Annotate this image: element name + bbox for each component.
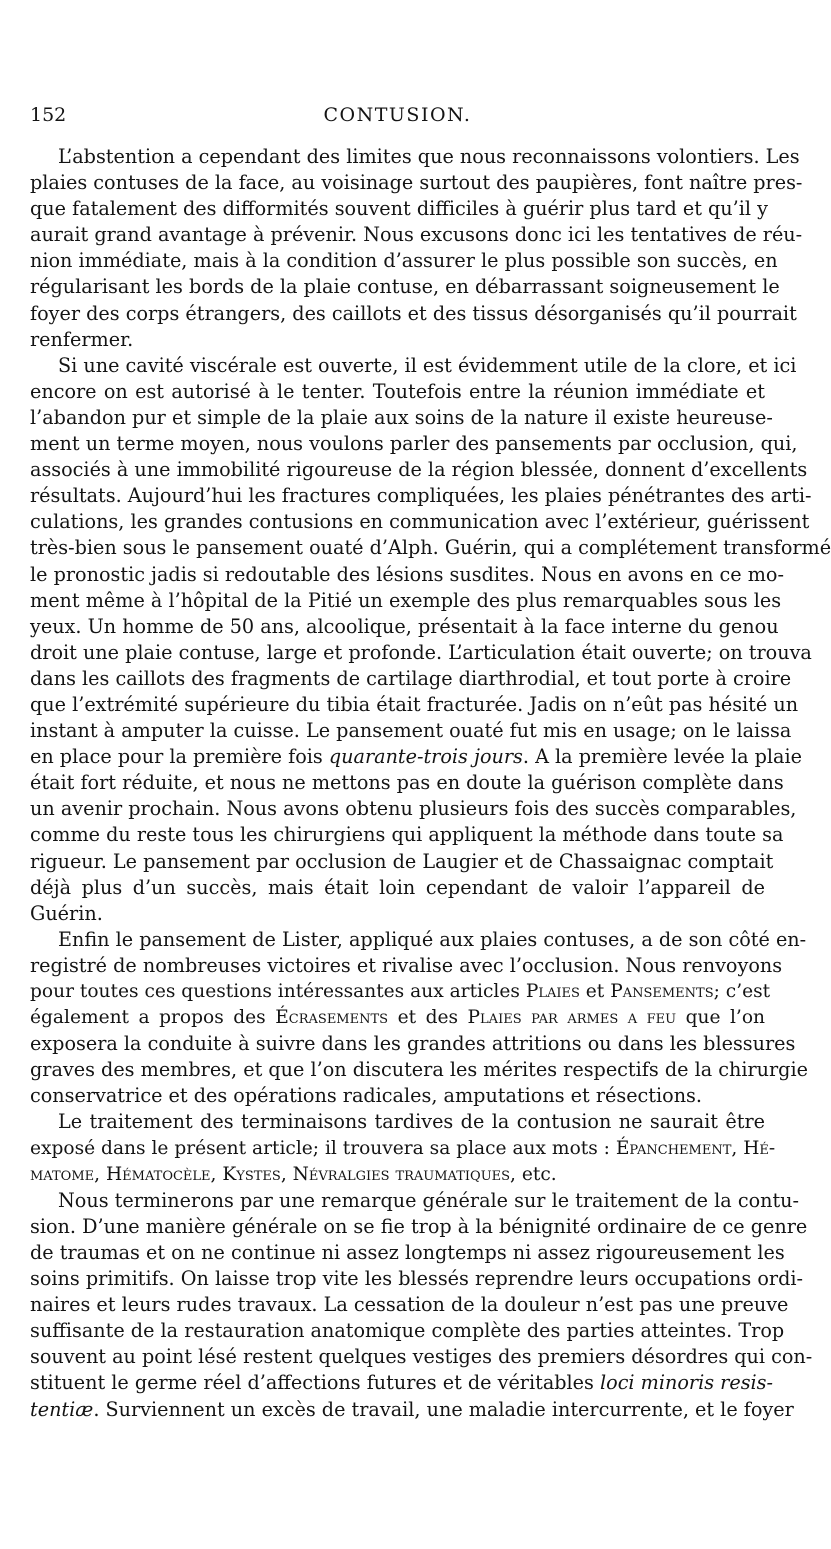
- text-line: Si une cavité viscérale est ouverte, il est évidemment utile de la clore, et ici: [58, 353, 797, 377]
- text-line: dans les caillots des fragments de cartilage diarthrodial, et tout porte à croire: [30, 666, 792, 690]
- text-line: l’abandon pur et simple de la plaie aux soins de la nature il existe heureuse-: [30, 405, 773, 429]
- text-line: comme du reste tous les chirurgiens qui appliquent la méthode dans toute sa: [30, 823, 784, 847]
- text-line: droit une plaie contuse, large et profonde. L’articulation était ouverte; on trouva: [30, 640, 812, 664]
- paragraph-remarque-generale: [30, 1188, 813, 1423]
- text-line: régularisant les bords de la plaie contuse, en débarrassant soigneusement le: [30, 275, 780, 299]
- text-line: de traumas et on ne continue ni assez longtemps ni assez rigoureusement les: [30, 1240, 785, 1264]
- page-number: 152: [30, 104, 67, 126]
- text-line: graves des membres, et que l’on discutera les mérites respectifs de la chirurgie: [30, 1058, 808, 1082]
- paragraph-abstention: [30, 144, 803, 353]
- paragraph-cavite-viscerale: [30, 353, 831, 927]
- text-line: déjà plus d’un succès, mais était loin cependant de valoir l’appareil de: [30, 875, 765, 899]
- text-line: tentiæ. Surviennent un excès de travail, une maladie intercurrente, et le foyer: [30, 1397, 794, 1421]
- text-line: sion. D’une manière générale on se fie trop à la bénignité ordinaire de ce genre: [30, 1214, 808, 1238]
- text-line: foyer des corps étrangers, des caillots et des tissus désorganisés qu’il pourrait: [30, 301, 797, 325]
- text-line: le pronostic jadis si redoutable des lésions susdites. Nous en avons en ce mo-: [30, 562, 784, 586]
- text-line: culations, les grandes contusions en communication avec l’extérieur, guérissent: [30, 510, 810, 534]
- text-line: suffisante de la restauration anatomique complète des parties atteintes. Trop: [30, 1319, 785, 1343]
- text-line: très-bien sous le pansement ouaté d’Alph. Guérin, qui a complétement transformé: [30, 536, 831, 560]
- text-line: était fort réduite, et nous ne mettons pas en doute la guérison complète dans: [30, 771, 784, 795]
- text-line: L’abstention a cependant des limites que nous reconnaissons volontiers. Les: [58, 145, 800, 168]
- text-line: Enfin le pansement de Lister, appliqué aux plaies contuses, a de son côté en-: [58, 927, 807, 951]
- text-line: résultats. Aujourd’hui les fractures compliquées, les plaies pénétrantes des arti-: [30, 484, 812, 508]
- text-line: Nous terminerons par une remarque générale sur le traitement de la contu-: [58, 1188, 800, 1212]
- text-line: associés à une immobilité rigoureuse de la région blessée, donnent d’excellents: [30, 458, 808, 482]
- text-line: rigueur. Le pansement par occlusion de Laugier et de Chassaignac comptait: [30, 849, 774, 873]
- text-line: pour toutes ces questions intéressantes aux articles Plaies et Pansements; c’est: [30, 981, 771, 1002]
- text-line: exposera la conduite à suivre dans les grandes attritions ou dans les blessures: [30, 1032, 796, 1056]
- text-line: matome, Hématocèle, Kystes, Névralgies traumatiques, etc.: [30, 1163, 557, 1185]
- text-line: ment un terme moyen, nous voulons parler des pansements par occlusion, qui,: [30, 432, 798, 456]
- text-line: aurait grand avantage à prévenir. Nous excusons donc ici les tentatives de réu-: [30, 223, 803, 247]
- text-line: en place pour la première fois quarante-trois jours. A la première levée la plaie: [30, 745, 802, 769]
- text-line: Guérin.: [30, 901, 103, 925]
- running-title: CONTUSION.: [323, 104, 472, 126]
- paragraph-lister: [30, 927, 808, 1110]
- text-line: plaies contuses de la face, au voisinage surtout des paupières, font naître pres-: [30, 171, 803, 195]
- page-header: [30, 104, 765, 134]
- text-line: Le traitement des terminaisons tardives de la contusion ne saurait être: [58, 1110, 765, 1134]
- text-line: soins primitifs. On laisse trop vite les blessés reprendre leurs occupations ordi-: [30, 1267, 803, 1291]
- text-line: un avenir prochain. Nous avons obtenu plusieurs fois des succès comparables,: [30, 797, 797, 821]
- text-line: renfermer.: [30, 327, 134, 351]
- text-line: souvent au point lésé restent quelques vestiges des premiers désordres qui con-: [30, 1345, 813, 1369]
- text-line: également a propos des Écrasements et des Plaies par armes a feu que l’on: [30, 1007, 766, 1029]
- text-line: naires et leurs rudes travaux. La cessation de la douleur n’est pas une preuve: [30, 1293, 789, 1317]
- text-line: exposé dans le présent article; il trouvera sa place aux mots : Épanchement, Hé-: [30, 1137, 776, 1159]
- text-line: ment même à l’hôpital de la Pitié un exemple des plus remarquables sous les: [30, 588, 782, 612]
- text-line: stituent le germe réel d’affections futures et de véritables loci minoris resis-: [30, 1371, 774, 1395]
- text-line: que fatalement des difformités souvent difficiles à guérir plus tard et qu’il y: [30, 197, 768, 221]
- text-line: encore on est autorisé à le tenter. Toutefois entre la réunion immédiate et: [30, 379, 765, 403]
- paragraph-terminaisons: [30, 1109, 776, 1187]
- text-line: conservatrice et des opérations radicales, amputations et résections.: [30, 1084, 703, 1108]
- text-line: yeux. Un homme de 50 ans, alcoolique, présentait à la face interne du genou: [30, 614, 779, 638]
- text-line: registré de nombreuses victoires et rivalise avec l’occlusion. Nous renvoyons: [30, 953, 783, 977]
- text-line: nion immédiate, mais à la condition d’assurer le plus possible son succès, en: [30, 249, 778, 273]
- text-line: instant à amputer la cuisse. Le pansement ouaté fut mis en usage; on le laissa: [30, 719, 792, 743]
- text-line: que l’extrémité supérieure du tibia était fracturée. Jadis on n’eût pas hésité un: [30, 692, 799, 716]
- body-text: [30, 144, 831, 1423]
